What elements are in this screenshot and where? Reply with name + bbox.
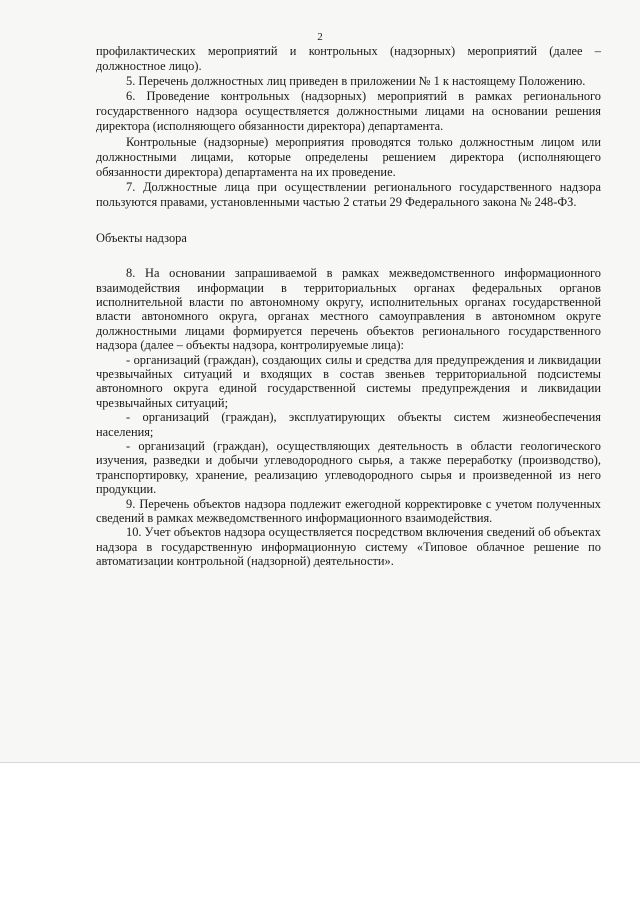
list-item-3: - организаций (граждан), осуществляющих деятельность в области геологического изучения, разведки и добычи углеводородного сырья, а также переработку (производство), транспортировку, хранение, реализацию углеводородного сырья и произведенной из него продукции. [96, 439, 601, 497]
paragraph-continuation: профилактических мероприятий и контрольных (надзорных) мероприятий (далее – должностное лицо). [96, 44, 601, 74]
page-number: 2 [317, 31, 323, 43]
document-body [96, 44, 601, 569]
section-heading: Объекты надзора [96, 231, 187, 246]
paragraph-9: 9. Перечень объектов надзора подлежит ежегодной корректировке с учетом полученных сведений в рамках межведомственного информационного взаимодействия. [96, 496, 601, 526]
list-item-2: - организаций (граждан), эксплуатирующих объекты систем жизнеобеспечения населения; [96, 410, 601, 439]
paragraph-10: 10. Учет объектов надзора осуществляется посредством включения сведений об объектах надзора в государственную информационную систему «Типовое облачное решение по автоматизации контрольной (надзорной) деятельности». [96, 525, 601, 569]
paragraph-6-cont: Контрольные (надзорные) мероприятия проводятся только должностным лицом или должностными лицами, которые определены решением директора (исполняющего обязанности директора) департамента на их проведение. [96, 134, 601, 179]
paragraph-7: 7. Должностные лица при осуществлении регионального государственного надзора пользуются правами, установленными частью 2 статьи 29 Федерального закона № 248-ФЗ. [96, 179, 601, 209]
paragraph-6: 6. Проведение контрольных (надзорных) мероприятий в рамках регионального государственного надзора осуществляется должностными лицами на основании решения директора (исполняющего обязанности директора) департамента. [96, 89, 601, 134]
list-item-1: - организаций (граждан), создающих силы и средства для предупреждения и ликвидации чрезвычайных ситуаций и входящих в состав звеньев территориальной подсистемы автономного округа единой государственной системы предупреждения и ликвидации чрезвычайных ситуаций; [96, 352, 601, 410]
paragraph-5: 5. Перечень должностных лиц приведен в приложении № 1 к настоящему Положению. [126, 74, 586, 89]
paragraph-8: 8. На основании запрашиваемой в рамках межведомственного информационного взаимодействия информации в территориальных органах федеральных органов исполнительной власти по автономному округу, исполнительных органах государственной власти автономного округа, органах местного самоуправления в автономном округе должностными лицами формируется перечень объектов регионального государственного надзора (далее – объекты надзора, контролируемые лица): [96, 266, 601, 353]
